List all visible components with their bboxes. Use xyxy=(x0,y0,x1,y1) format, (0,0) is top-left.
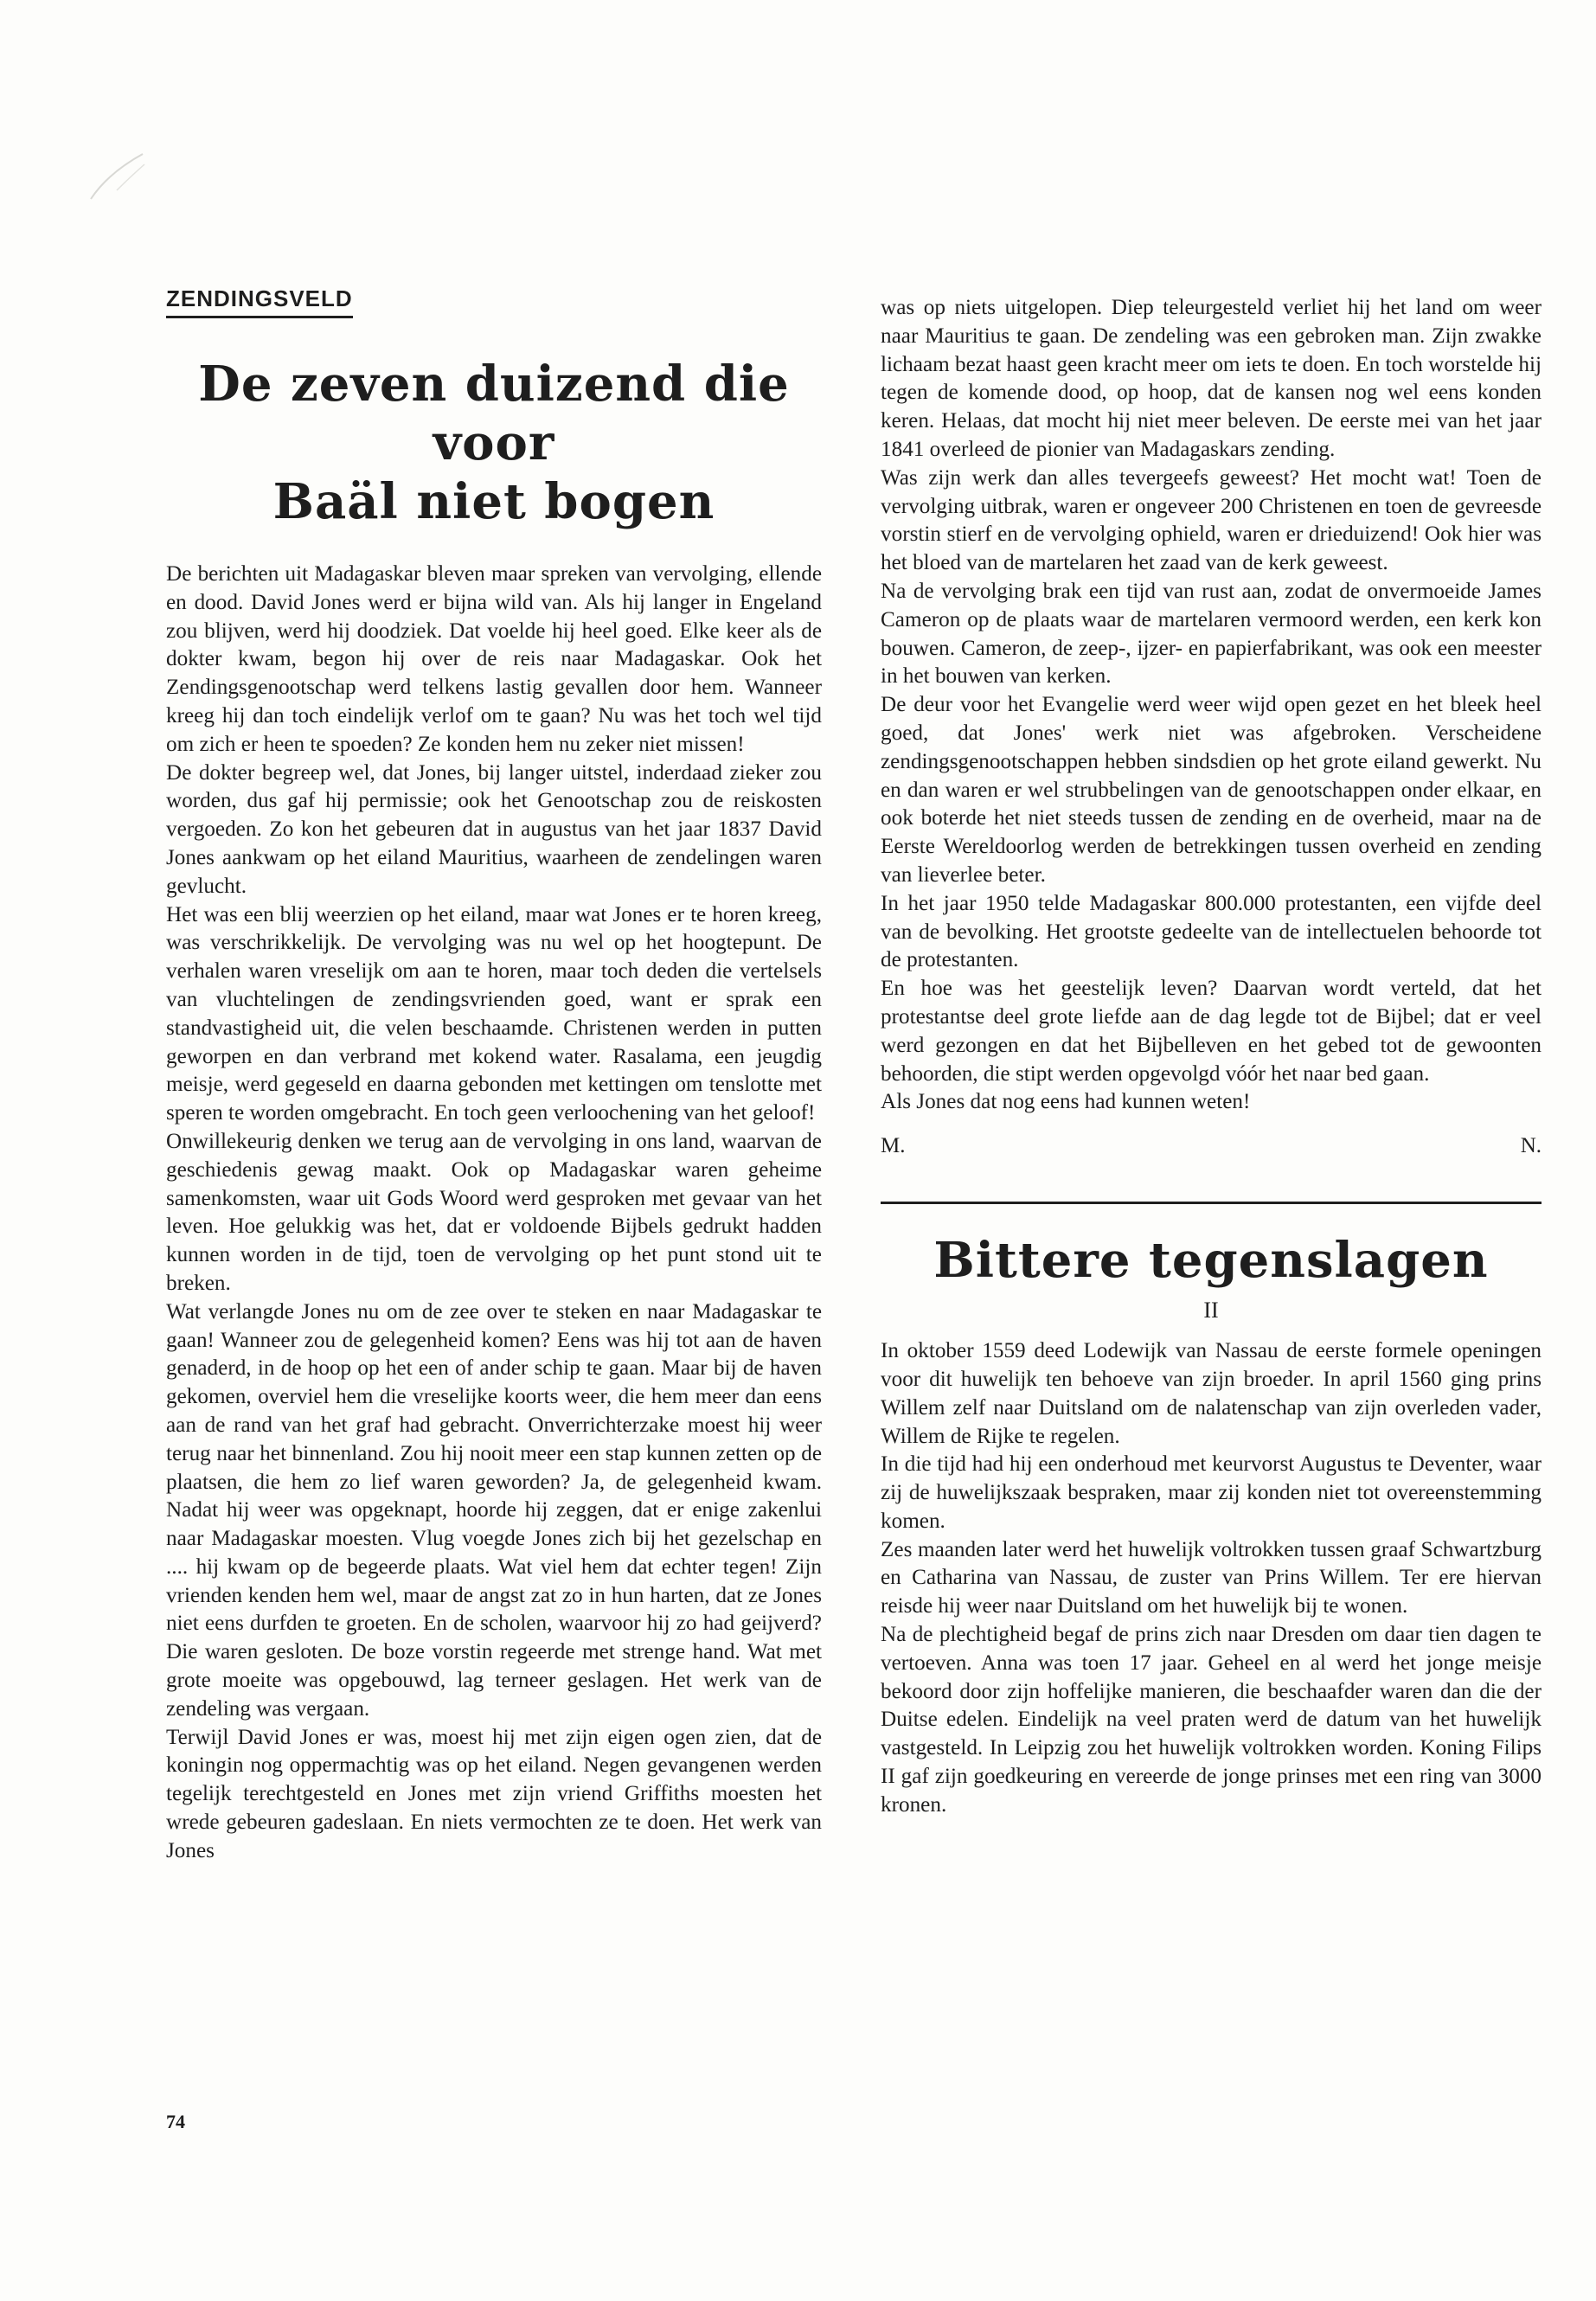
paragraph: De berichten uit Madagaskar bleven maar spreken van vervolging, ellende en dood. David Jones werd er bijna wild van. Als hij langer in Engeland zou blijven, werd hij doodziek. Dat voelde hij heel goed. Elke keer als de dokter kwam, begon hij over de reis naar Madagaskar. Ook het Zendingsgenootschap werd telkens lastig gevallen door hem. Wanneer kreeg hij dan toch eindelijk verlof om te gaan? Nu was het toch wel tijd om zich er heen te spoeden? Ze konden hem nu zeker niet missen! xyxy=(166,562,822,756)
article-body xyxy=(166,561,822,1866)
section-divider xyxy=(881,1202,1542,1204)
paragraph: Als Jones dat nog eens had kunnen weten! xyxy=(881,1090,1251,1114)
section-label: ZENDINGSVELD xyxy=(166,285,353,318)
signature-initial-left: M. xyxy=(881,1134,906,1158)
article-body-continued xyxy=(881,294,1542,1117)
second-article-title: Bittere tegenslagen xyxy=(933,1232,1489,1290)
signature-initial-right: N. xyxy=(1520,1134,1542,1158)
second-article-body xyxy=(881,1337,1542,1820)
paragraph: Wat verlangde Jones nu om de zee over te steken en naar Madagaskar te gaan! Wanneer zou de gelegenheid komen? Eens was hij tot aan de haven genaderd, in de hoop op het een of ander schip te gaan. Maar bij de haven gekomen, overviel hem die vreselijke koorts weer, die hem meer dan eens aan de rand van het graf had gebracht. Onverrichterzake moest hij weer terug naar het binnenland. Zou hij nooit meer een stap kunnen zetten op de plaatsen, die hem zo lief waren geworden? Ja, de gelegenheid kwam. Nadat hij weer was opgeknapt, hoorde hij zeggen, dat er enige zakenlui naar Madagaskar moesten. Vlug voegde Jones zich bij het gezelschap en .... hij kwam op de begeerde plaats. Wat viel hem dat echter tegen! Zijn vrienden kenden hem wel, maar de angst zat zo in hun harten, dat ze Jones niet eens durfden te groeten. En de scholen, waarvoor hij zo had geijverd? Die waren gesloten. De boze vorstin regeerde met strenge hand. Wat met grote moeite was opgebouwd, lag terneer geslagen. Het werk van de zendeling was vergaan. xyxy=(166,1299,822,1721)
paragraph: In het jaar 1950 telde Madagaskar 800.000 protestanten, een vijfde deel van de bevolking. Het grootste gedeelte van de intellectuelen behoorde tot de protestanten. xyxy=(881,891,1542,972)
paragraph: De deur voor het Evangelie werd weer wijd open gezet en het bleek heel goed, dat Jones' werk niet was afgebroken. Verscheidene zendingsgenootschappen hebben sindsdien op het grote eiland gewerkt. Nu en dan waren er wel strubbelingen van de genootschappen onder elkaar, en ook boterde het niet steeds tussen de zending en de overheid, maar na de Eerste Wereldoorlog werden de betrekkingen tussen overheid en zending van lieverlee beter. xyxy=(881,693,1542,887)
scratch-mark-icon xyxy=(82,147,151,208)
article-title-line-1: De zeven duizend die voor xyxy=(198,356,790,471)
left-column xyxy=(166,285,822,1866)
article-title xyxy=(166,355,822,531)
paragraph: Na de vervolging brak een tijd van rust aan, zodat de onvermoeide James Cameron op de plaats waar de martelaren vermoord werden, een kerk kon bouwen. Cameron, de zeep-, ijzer- en papierfabrikant, was ook een meester in het bouwen van kerken. xyxy=(881,579,1542,689)
paragraph: Was zijn werk dan alles tevergeefs geweest? Het mocht wat! Toen de vervolging uitbrak, waren er ongeveer 200 Christenen en toen de gevreesde vorstin stierf en de vervolging ophield, waren er drieduizend! Ook hier was het bloed van de martelaren het zaad van de kerk geweest. xyxy=(881,465,1542,575)
paragraph: In die tijd had hij een onderhoud met keurvorst Augustus te Deventer, waar zij de huwelijkszaak bespraken, maar zij konden niet tot overeenstemming komen. xyxy=(881,1452,1542,1533)
paragraph: Onwillekeurig denken we terug aan de vervolging in ons land, waarvan de geschiedenis gewag maakt. Ook op Madagaskar waren geheime samenkomsten, waar uit Gods Woord werd gesproken met gevaar van het leven. Hoe gelukkig was het, dat er voldoende Bijbels gedrukt hadden kunnen worden in de tijd, toen de vervolging op het punt stond uit te breken. xyxy=(166,1129,822,1295)
paragraph: Zes maanden later werd het huwelijk voltrokken tussen graaf Schwartzburg en Catharina van Nassau, de zuster van Prins Willem. Ter ere hiervan reisde hij weer naar Duitsland om het huwelijk bij te wonen. xyxy=(881,1537,1542,1618)
paragraph: was op niets uitgelopen. Diep teleurgesteld verliet hij het land om weer naar Mauritius te gaan. De zendeling was een gebroken man. Zijn zwakke lichaam bezat haast geen kracht meer om iets te doen. En toch worstelde hij tegen de komende dood, op hoop, dat de kansen nog wel eens konden keren. Helaas, dat mocht hij niet meer beleven. De eerste mei van het jaar 1841 overleed de pionier van Madagaskars zending. xyxy=(881,296,1542,461)
paragraph: Terwijl David Jones er was, moest hij met zijn eigen ogen zien, dat de koningin nog oppermachtig was op het eiland. Negen gevangenen werden tegelijk terechtgesteld en Jones met zijn vriend Griffiths moesten het wrede gebeuren gadeslaan. En niets vermochten ze te doen. Het werk van Jones xyxy=(166,1725,822,1862)
paragraph: Na de plechtigheid begaf de prins zich naar Dresden om daar tien dagen te vertoeven. Anna was toen 17 jaar. Geheel en al werd het jonge meisje bekoord door zijn hoffelijke manieren, die beschaafder waren dan die der Duitse edelen. Eindelijk na veel praten werd de datum van het huwelijk vastgesteld. In Leipzig zou het huwelijk voltrokken worden. Koning Filips II gaf zijn goedkeuring en vereerde de jonge prinses met een ring van 3000 kronen. xyxy=(881,1623,1542,1817)
page-number: 74 xyxy=(166,2111,185,2132)
article-title-line-2: Baäl niet bogen xyxy=(272,473,715,530)
author-signature xyxy=(881,1134,1542,1158)
paragraph: Het was een blij weerzien op het eiland, maar wat Jones er te horen kreeg, was verschrikkelijk. De vervolging was nu wel op het hoogtepunt. De verhalen waren vreselijk om aan te horen, maar toch deden die vertelsels van vluchtelingen de zendingsvrienden goed, want er sprak een standvastigheid uit, die velen beschaamde. Christenen werden in putten geworpen en dan verbrand met kokend water. Rasalama, een jeugdig meisje, werd gegeseld en daarna gebonden met kettingen om tenslotte met speren te worden omgebracht. En toch geen verloochening van het geloof! xyxy=(166,902,822,1125)
paragraph: En hoe was het geestelijk leven? Daarvan wordt verteld, dat het protestantse deel grote liefde aan de dag legde tot de Bijbel; dat er veel werd gezongen en dat het Bijbelleven en het gebed tot de gewoonten behoorden, die stipt werden opgevolgd vóór het naar bed gaan. xyxy=(881,977,1542,1086)
paragraph: In oktober 1559 deed Lodewijk van Nassau de eerste formele openingen voor dit huwelijk ten behoeve van zijn broeder. In april 1560 ging prins Willem zelf naar Duitsland om de nalatenschap van zijn overleden vader, Willem de Rijke te regelen. xyxy=(881,1339,1542,1448)
part-number: II xyxy=(1203,1298,1219,1324)
right-column xyxy=(881,294,1542,1820)
paragraph: De dokter begreep wel, dat Jones, bij langer uitstel, inderdaad zieker zou worden, dus gaf hij permissie; ook het Genootschap zou de reiskosten vergoeden. Zo kon het gebeuren dat in augustus van het jaar 1837 David Jones aankwam op het eiland Mauritius, waarheen de zendelingen waren gevlucht. xyxy=(166,760,822,898)
